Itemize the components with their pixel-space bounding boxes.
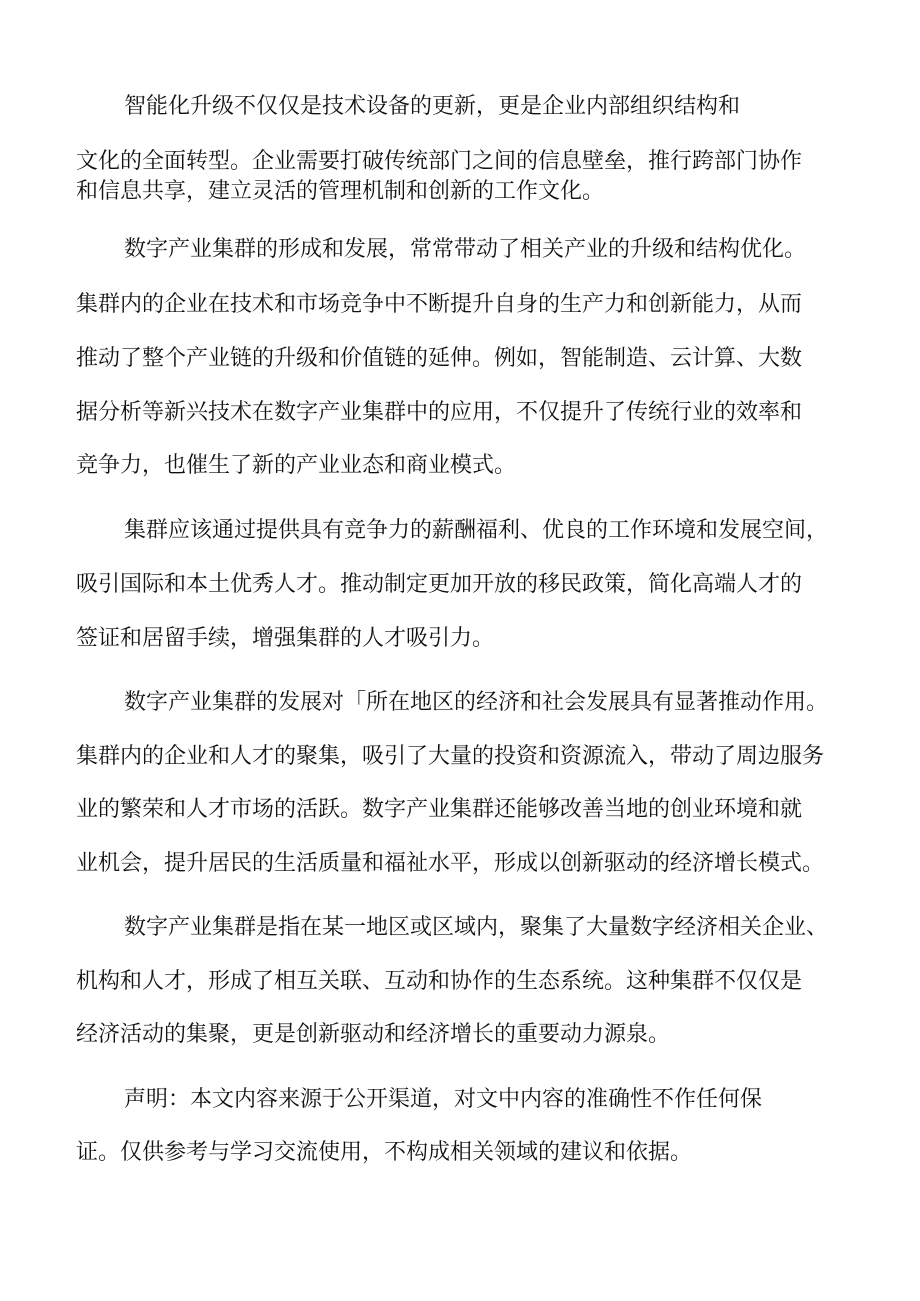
paragraph-4-line-2: 集群内的企业和人才的聚集，吸引了大量的投资和资源流入，带动了周边服务	[76, 744, 825, 769]
paragraph-4-line-1: 数字产业集群的发展对「所在地区的经济和社会发展具有显著推动作用。	[124, 690, 829, 715]
paragraph-1-line-1: 智能化升级不仅仅是技术设备的更新，更是企业内部组织结构和	[124, 94, 741, 119]
paragraph-5-line-2: 机构和人才，形成了相互关联、互动和协作的生态系统。这种集群不仅仅是	[76, 969, 803, 994]
paragraph-3-line-2: 吸引国际和本土优秀人才。推动制定更加开放的移民政策，简化高端人才的	[76, 572, 803, 597]
paragraph-1-line-3: 和信息共享，建立灵活的管理机制和创新的工作文化。	[76, 179, 605, 204]
paragraph-3-line-3: 签证和居留手续，增强集群的人才吸引力。	[76, 626, 495, 651]
paragraph-5-line-3: 经济活动的集聚，更是创新驱动和经济增长的重要动力源泉。	[76, 1022, 671, 1047]
paragraph-5-line-1: 数字产业集群是指在某一地区或区域内，聚集了大量数字经济相关企业、	[124, 915, 829, 940]
paragraph-2-line-5: 竞争力，也催生了新的产业业态和商业模式。	[76, 453, 517, 478]
paragraph-2-line-2: 集群内的企业在技术和市场竞争中不断提升自身的生产力和创新能力，从而	[76, 292, 803, 317]
paragraph-2-line-1: 数字产业集群的形成和发展，常常带动了相关产业的升级和结构优化。	[124, 237, 807, 262]
paragraph-2-line-4: 据分析等新兴技术在数字产业集群中的应用，不仅提升了传统行业的效率和	[76, 400, 803, 425]
paragraph-3-line-1: 集群应该通过提供具有竞争力的薪酬福利、优良的工作环境和发展空间，	[124, 518, 829, 543]
statement-line-1: 声明：本文内容来源于公开渠道，对文中内容的准确性不作任何保	[124, 1087, 763, 1112]
paragraph-4-line-3: 业的繁荣和人才市场的活跃。数字产业集群还能够改善当地的创业环境和就	[76, 797, 803, 822]
statement-line-2: 证。仅供参考与学习交流使用，不构成相关领域的建议和依据。	[76, 1140, 693, 1165]
paragraph-1-line-2: 文化的全面转型。企业需要打破传统部门之间的信息壁垒，推行跨部门协作	[76, 149, 803, 174]
paragraph-4-line-4: 业机会，提升居民的生活质量和福祉水平，形成以创新驱动的经济增长模式。	[76, 851, 825, 876]
paragraph-2-line-3: 推动了整个产业链的升级和价值链的延伸。例如，智能制造、云计算、大数	[76, 346, 803, 371]
